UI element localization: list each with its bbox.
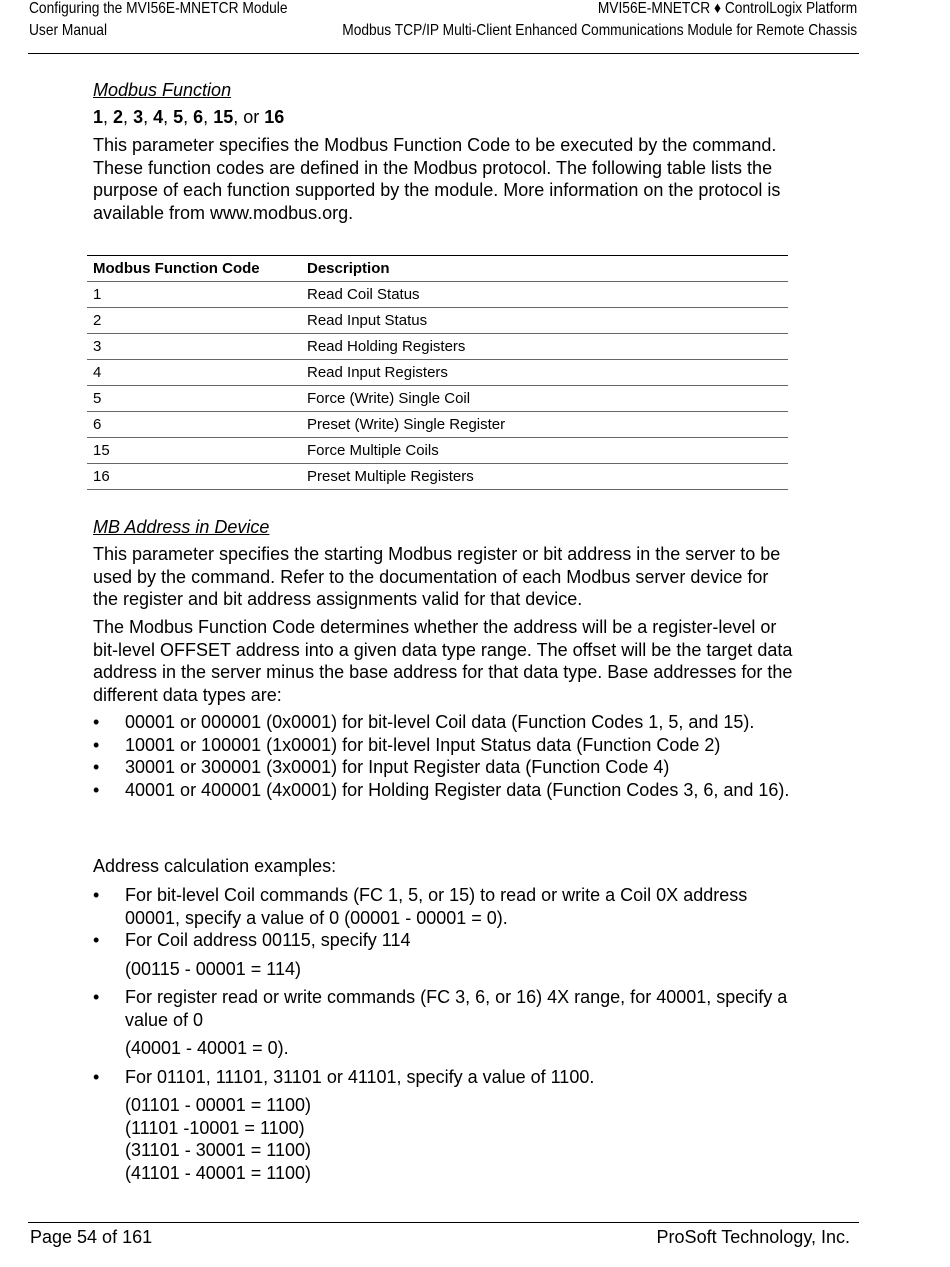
bullet-icon: • bbox=[93, 757, 100, 777]
footer-divider bbox=[28, 1222, 859, 1223]
calculation-line: (31101 - 30001 = 1100) bbox=[125, 1140, 311, 1160]
function-code-value: 5 bbox=[173, 107, 184, 127]
example-calculation bbox=[93, 958, 793, 981]
table-row bbox=[87, 334, 788, 360]
example-item bbox=[93, 986, 793, 1031]
function-code-value: 6 bbox=[193, 107, 204, 127]
example-item bbox=[93, 929, 793, 952]
table-row bbox=[87, 438, 788, 464]
table-header-row bbox=[87, 256, 788, 282]
cell-description: Read Coil Status bbox=[301, 282, 788, 308]
cell-function-code: 6 bbox=[87, 412, 301, 438]
base-address-item bbox=[93, 756, 793, 779]
calculation-line: (40001 - 40001 = 0). bbox=[125, 1038, 289, 1058]
base-address-item bbox=[93, 779, 793, 802]
base-address-list bbox=[93, 711, 793, 801]
header-product-desc: Modbus TCP/IP Multi-Client Enhanced Communications Module for Remote Chassis bbox=[342, 22, 858, 39]
list-item-text: For Coil address 00115, specify 114 bbox=[125, 930, 411, 950]
address-examples-list bbox=[93, 884, 793, 1184]
calculation-line: (00115 - 00001 = 114) bbox=[125, 958, 301, 979]
bullet-icon: • bbox=[93, 1066, 100, 1087]
cell-function-code: 16 bbox=[87, 464, 301, 490]
function-code-table bbox=[87, 255, 788, 490]
separator-or: , or bbox=[233, 107, 265, 127]
bullet-icon: • bbox=[93, 712, 100, 732]
function-code-value: 3 bbox=[133, 107, 144, 127]
example-calculation bbox=[93, 1094, 793, 1184]
calculation-line: (01101 - 00001 = 1100) bbox=[125, 1095, 311, 1115]
cell-function-code: 3 bbox=[87, 334, 301, 360]
example-calculation bbox=[93, 1037, 793, 1060]
separator: , bbox=[183, 107, 194, 127]
table-row bbox=[87, 386, 788, 412]
example-item bbox=[93, 884, 793, 929]
header-module-title: Configuring the MVI56E-MNETCR Module bbox=[29, 0, 288, 17]
list-item-text: For register read or write commands (FC 3, 6, or 16) 4X range, for 40001, specify a value of 0 bbox=[125, 987, 788, 1030]
cell-description: Force (Write) Single Coil bbox=[301, 386, 788, 412]
table-row bbox=[87, 360, 788, 386]
separator: , bbox=[163, 107, 174, 127]
section-title-mb-address: MB Address in Device bbox=[93, 517, 270, 537]
company-name: ProSoft Technology, Inc. bbox=[656, 1227, 850, 1247]
bullet-icon: • bbox=[93, 930, 100, 950]
header-platform: MVI56E-MNETCR ♦ ControlLogix Platform bbox=[597, 0, 858, 17]
header-manual-type: User Manual bbox=[29, 22, 108, 39]
list-item-text: 00001 or 000001 (0x0001) for bit-level Coil data (Function Codes 1, 5, and 15). bbox=[125, 712, 755, 732]
cell-description: Force Multiple Coils bbox=[301, 438, 788, 464]
list-item-text: 40001 or 400001 (4x0001) for Holding Register data (Function Codes 3, 6, and 16). bbox=[125, 779, 790, 800]
header-divider bbox=[28, 53, 859, 54]
table-row bbox=[87, 412, 788, 438]
list-item-text: For bit-level Coil commands (FC 1, 5, or 15) to read or write a Coil 0X address 00001, specify a value of 0 (00001 - 00001 = 0). bbox=[125, 885, 748, 928]
list-item-text: For 01101, 11101, 31101 or 41101, specify a value of 1100. bbox=[125, 1066, 595, 1087]
separator: , bbox=[203, 107, 214, 127]
section-title-modbus-function: Modbus Function bbox=[93, 80, 232, 100]
cell-function-code: 4 bbox=[87, 360, 301, 386]
cell-description: Read Input Registers bbox=[301, 360, 788, 386]
page-number: Page 54 of 161 bbox=[30, 1227, 153, 1247]
function-code-value: 2 bbox=[113, 107, 124, 127]
cell-function-code: 1 bbox=[87, 282, 301, 308]
bullet-icon: • bbox=[93, 885, 100, 905]
function-code-values bbox=[93, 106, 793, 129]
cell-description: Read Input Status bbox=[301, 308, 788, 334]
bullet-icon: • bbox=[93, 779, 100, 800]
function-code-value: 4 bbox=[153, 107, 164, 127]
cell-description: Preset (Write) Single Register bbox=[301, 412, 788, 438]
function-code-value: 16 bbox=[264, 107, 285, 127]
cell-description: Read Holding Registers bbox=[301, 334, 788, 360]
example-item bbox=[93, 1066, 793, 1089]
cell-function-code: 5 bbox=[87, 386, 301, 412]
bullet-icon: • bbox=[93, 734, 100, 755]
table-body bbox=[87, 282, 788, 490]
table-row bbox=[87, 282, 788, 308]
function-code-value: 15 bbox=[213, 107, 234, 127]
list-item-text: 10001 or 100001 (1x0001) for bit-level Input Status data (Function Code 2) bbox=[125, 734, 721, 755]
function-code-value: 1 bbox=[93, 107, 104, 127]
column-header-code: Modbus Function Code bbox=[87, 256, 301, 282]
address-paragraph-1: This parameter specifies the starting Modbus register or bit address in the server to be used by the command. Refer to the documentation of each Modbus server device for the register and bit address assignments valid for that device. bbox=[93, 544, 781, 609]
function-description: This parameter specifies the Modbus Function Code to be executed by the command. These function codes are defined in the Modbus protocol. The following table lists the purpose of each function supported by the module. More information on the protocol is available from www.modbus.org. bbox=[93, 135, 781, 223]
cell-function-code: 2 bbox=[87, 308, 301, 334]
separator: , bbox=[103, 107, 114, 127]
table-row bbox=[87, 308, 788, 334]
list-item-text: 30001 or 300001 (3x0001) for Input Register data (Function Code 4) bbox=[125, 757, 670, 777]
calculation-line: (41101 - 40001 = 1100) bbox=[125, 1162, 311, 1183]
cell-function-code: 15 bbox=[87, 438, 301, 464]
separator: , bbox=[143, 107, 154, 127]
cell-description: Preset Multiple Registers bbox=[301, 464, 788, 490]
address-paragraph-2: The Modbus Function Code determines whether the address will be a register-level or bit-level OFFSET address into a given data type range. The offset will be the target data address in the server minus the base address for that data type. Base addresses for the different data types are: bbox=[93, 617, 793, 705]
base-address-item bbox=[93, 711, 793, 734]
bullet-icon: • bbox=[93, 987, 100, 1007]
examples-intro: Address calculation examples: bbox=[93, 856, 337, 876]
calculation-line: (11101 -10001 = 1100) bbox=[125, 1117, 305, 1138]
column-header-description: Description bbox=[301, 256, 788, 282]
base-address-item bbox=[93, 734, 793, 757]
separator: , bbox=[123, 107, 134, 127]
table-row bbox=[87, 464, 788, 490]
